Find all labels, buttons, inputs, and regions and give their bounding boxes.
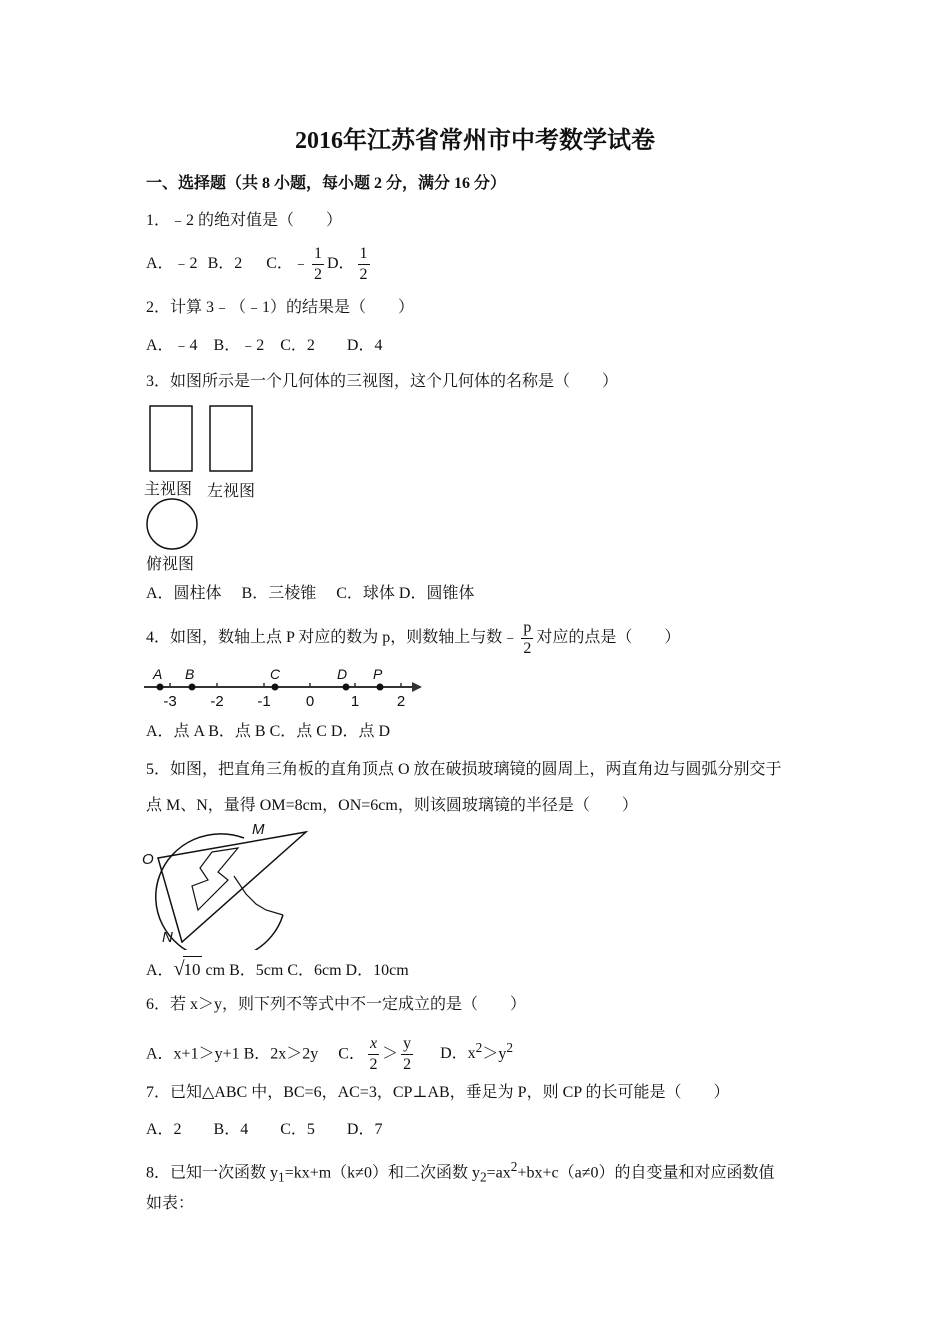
subscript: 2 xyxy=(479,1169,487,1185)
fraction-numerator: 1 xyxy=(312,244,324,265)
question-1-stem: 1．﹣2 的绝对值是（ ） xyxy=(146,212,343,229)
question-4-options: A．点 A B．点 B C．点 C D．点 D xyxy=(146,723,391,740)
arrow-icon xyxy=(412,682,422,692)
q1-option-d: D． xyxy=(326,255,355,272)
point-letters xyxy=(152,666,383,682)
question-7-stem: 7．已知△ABC 中，BC=6，AC=3，CP⊥AB，垂足为 P，则 CP 的长可能是（ ） xyxy=(146,1084,730,1101)
page-title: 2016年江苏省常州市中考数学试卷 xyxy=(295,128,655,154)
left-view-label: 左视图 xyxy=(207,483,256,500)
question-8-line2: 如表： xyxy=(146,1195,195,1212)
q8-text: +bx+c（a≠0）的自变量和对应函数值 xyxy=(517,1164,775,1182)
point-label-a: A xyxy=(153,666,163,682)
sqrt-icon: √ xyxy=(173,958,185,980)
top-view-circle xyxy=(147,499,197,549)
tick-label: 0 xyxy=(305,693,315,710)
q6-options-abc: A．x+1＞y+1 B．2x＞2y C． xyxy=(146,1045,365,1063)
question-2-options: A．﹣4 B．﹣2 C．2 D．4 xyxy=(146,337,383,354)
question-5-stem-line2: 点 M、N，量得 OM=8cm，ON=6cm，则该圆玻璃镜的半径是（ ） xyxy=(146,797,638,814)
q1-option-c-fraction xyxy=(312,244,324,285)
question-4-stem xyxy=(146,617,680,659)
top-view-label: 俯视图 xyxy=(146,556,195,573)
question-7-options: A．2 B．4 C．5 D．7 xyxy=(146,1121,383,1138)
q4-stem-end: 对应的点是（ ） xyxy=(536,629,681,646)
q5-option-a: A． xyxy=(146,962,174,979)
q6-fraction-y xyxy=(401,1034,413,1075)
point-label-m: M xyxy=(252,821,265,838)
point-label-d: D xyxy=(337,666,348,682)
q1-option-a: A．﹣2 xyxy=(146,255,198,272)
q5-options-rest: cm B．5cm C．6cm D．10cm xyxy=(201,962,409,979)
greater-than-sign: ＞ xyxy=(382,1045,399,1063)
question-2-stem: 2．计算 3﹣（﹣1）的结果是（ ） xyxy=(146,299,415,316)
fraction-numerator: p xyxy=(521,618,533,639)
fraction-denominator: 2 xyxy=(403,1056,412,1074)
superscript: 2 xyxy=(510,1159,518,1174)
q6-option-d: D．x xyxy=(440,1045,476,1063)
q6-option-d-mid: ＞y xyxy=(482,1045,507,1063)
left-view-rectangle xyxy=(210,406,252,471)
q8-text: =kx+m（k≠0）和二次函数 y xyxy=(284,1164,480,1182)
subscript: 1 xyxy=(278,1169,285,1185)
section-heading: 一、选择题（共 8 小题，每小题 2 分，满分 16 分） xyxy=(146,175,507,192)
tick-label: -3 xyxy=(163,693,177,710)
tick-labels xyxy=(163,693,405,710)
fraction-denominator: 2 xyxy=(369,1056,378,1074)
front-view-label: 主视图 xyxy=(144,481,193,498)
question-3-options: A．圆柱体 B．三棱锥 C．球体 D．圆锥体 xyxy=(146,585,475,602)
q1-option-c: C．﹣ xyxy=(266,255,309,272)
tick-label: -1 xyxy=(257,693,271,710)
front-view-rectangle xyxy=(150,406,192,471)
fraction-denominator: 2 xyxy=(313,265,322,283)
question-3-stem: 3．如图所示是一个几何体的三视图，这个几何体的名称是（ ） xyxy=(146,373,619,390)
superscript: 2 xyxy=(506,1040,513,1055)
q8-text: =ax xyxy=(486,1164,511,1182)
question-1-options xyxy=(146,243,373,285)
tick-label: 1 xyxy=(350,693,360,710)
tick-label: -2 xyxy=(210,693,224,710)
figure-letters xyxy=(142,821,265,946)
point-label-o: O xyxy=(142,851,154,868)
q5-sqrt-value: 10 xyxy=(183,956,202,983)
set-square-inner-cut xyxy=(192,848,238,910)
superscript: 2 xyxy=(475,1040,483,1055)
q1-option-d-fraction xyxy=(358,244,370,285)
point-label-c: C xyxy=(270,666,281,682)
point-label-b: B xyxy=(185,666,195,682)
q8-text: 8．已知一次函数 y xyxy=(146,1164,279,1182)
question-5-options xyxy=(146,956,409,984)
q1-option-b: B．2 xyxy=(207,255,243,272)
number-line-figure xyxy=(140,664,430,712)
fraction-numerator: y xyxy=(401,1034,413,1055)
question-6-options xyxy=(146,1027,513,1075)
tick-label: 2 xyxy=(396,693,406,710)
q4-stem-start: 4．如图，数轴上点 P 对应的数为 p，则数轴上与数﹣ xyxy=(146,629,519,646)
fraction-denominator: 2 xyxy=(359,265,368,283)
question-6-stem: 6．若 x＞y，则下列不等式中不一定成立的是（ ） xyxy=(146,996,527,1013)
broken-mirror-figure xyxy=(138,820,318,950)
question-8-stem xyxy=(146,1157,774,1188)
broken-edge xyxy=(234,876,283,915)
point-label-p: P xyxy=(373,666,383,682)
q4-fraction xyxy=(521,618,533,659)
q6-fraction-x xyxy=(368,1034,379,1075)
fraction-denominator: 2 xyxy=(523,639,532,657)
question-5-stem-line1: 5．如图，把直角三角板的直角顶点 O 放在破损玻璃镜的圆周上，两直角边与圆弧分别交于 xyxy=(146,761,782,778)
fraction-numerator: 1 xyxy=(358,244,370,265)
fraction-numerator: x xyxy=(368,1034,379,1055)
point-label-n: N xyxy=(162,929,173,946)
